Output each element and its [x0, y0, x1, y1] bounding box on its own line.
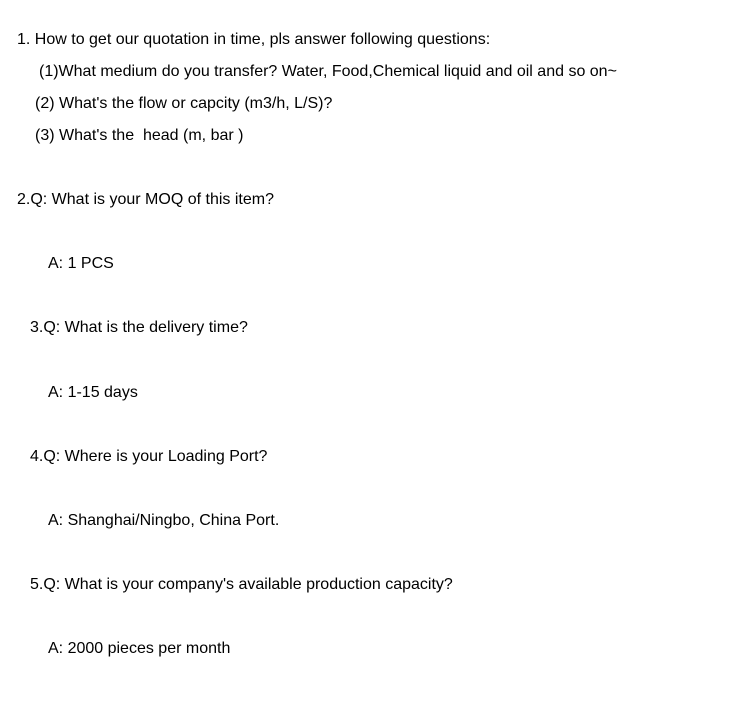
quotation-item-flow: (2) What's the flow or capcity (m3/h, L/S)? — [35, 95, 333, 112]
faq-answer-capacity: A: 2000 pieces per month — [48, 640, 231, 657]
faq-answer-delivery: A: 1-15 days — [48, 384, 138, 401]
quotation-item-head: (3) What's the head (m, bar ) — [35, 127, 244, 144]
faq-question-port: 4.Q: Where is your Loading Port? — [30, 448, 268, 465]
quotation-item-medium: (1)What medium do you transfer? Water, Food,Chemical liquid and oil and so on~ — [39, 63, 617, 80]
faq-question-capacity: 5.Q: What is your company's available production capacity? — [30, 576, 453, 593]
quotation-heading: 1. How to get our quotation in time, pls answer following questions: — [17, 31, 491, 48]
faq-question-delivery: 3.Q: What is the delivery time? — [30, 319, 248, 336]
faq-question-moq: 2.Q: What is your MOQ of this item? — [17, 191, 274, 208]
faq-answer-moq: A: 1 PCS — [48, 255, 114, 272]
faq-answer-port: A: Shanghai/Ningbo, China Port. — [48, 512, 280, 529]
